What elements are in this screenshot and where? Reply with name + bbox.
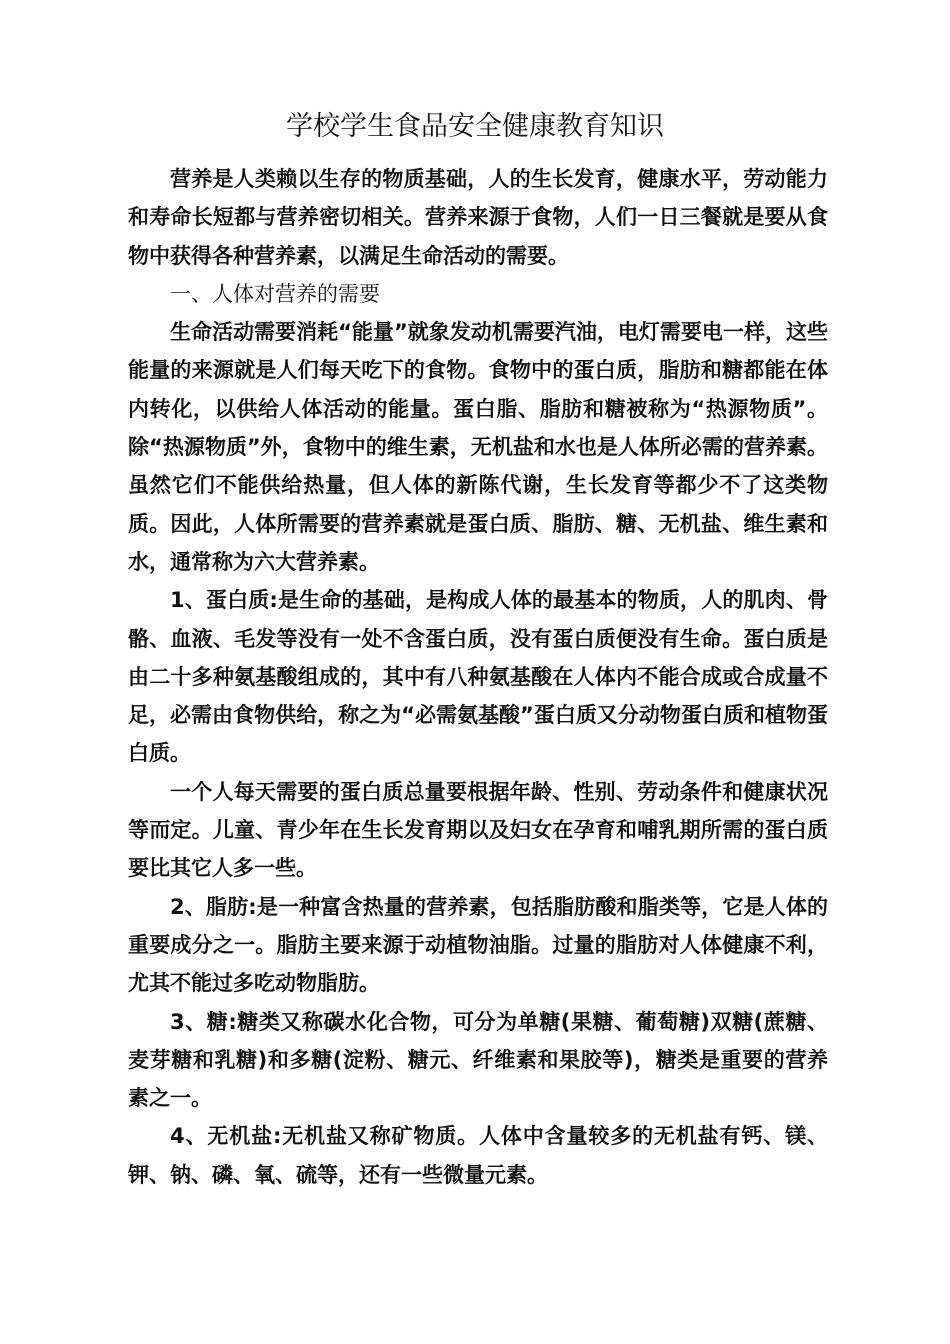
paragraph-fat: 2、脂肪:是一种富含热量的营养素，包括脂肪酸和脂类等，它是人体的重要成分之一。脂肪主要来源于动植物油脂。过量的脂肪对人体健康不利，尤其不能过多吃动物脂肪。 — [128, 894, 828, 996]
paragraph-protein-needs: 一个人每天需要的蛋白质总量要根据年龄、性别、劳动条件和健康状况等而定。儿童、青少年在生长发育期以及妇女在孕育和哺乳期所需的蛋白质要比其它人多一些。 — [128, 779, 828, 881]
paragraph-minerals: 4、无机盐:无机盐又称矿物质。人体中含量较多的无机盐有钙、镁、钾、钠、磷、氧、硫等，还有一些微量元素。 — [128, 1124, 828, 1187]
paragraph-energy: 生命活动需要消耗“能量”就象发动机需要汽油，电灯需要电一样，这些能量的来源就是人们每天吃下的食物。食物中的蛋白质，脂肪和糖都能在体内转化，以供给人体活动的能量。蛋白脂、脂肪和糖被称为“热源物质”。除“热源物质”外，食物中的维生素，无机盐和水也是人体所必需的营养素。虽然它们不能供给热量，但人体的新陈代谢，生长发育等都少不了这类物质。因此，人体所需要的营养素就是蛋白质、脂肪、糖、无机盐、维生素和水，通常称为六大营养素。 — [128, 320, 828, 574]
paragraph-sugar: 3、糖:糖类又称碳水化合物，可分为单糖(果糖、葡萄糖)双糖(蔗糖、麦芽糖和乳糖)和多糖(淀粉、糖元、纤维素和果胶等)，糖类是重要的营养素之一。 — [128, 1009, 828, 1111]
paragraph-intro: 营养是人类赖以生存的物质基础，人的生长发育，健康水平，劳动能力和寿命长短都与营养密切相关。营养来源于食物，人们一日三餐就是要从食物中获得各种营养素，以满足生命活动的需要。 — [128, 167, 828, 268]
document-body — [128, 160, 828, 1194]
section-heading: 一、人体对营养的需要 — [170, 281, 380, 306]
document-title: 学校学生食品安全健康教育知识 — [286, 111, 664, 142]
paragraph-protein: 1、蛋白质:是生命的基础，是构成人体的最基本的物质，人的肌肉、骨骼、血液、毛发等没有一处不含蛋白质，没有蛋白质便没有生命。蛋白质是由二十多种氨基酸组成的，其中有八种氨基酸在人体内不能合成或合成量不足，必需由食物供给，称之为“必需氨基酸”蛋白质又分动物蛋白质和植物蛋白质。 — [128, 588, 828, 766]
